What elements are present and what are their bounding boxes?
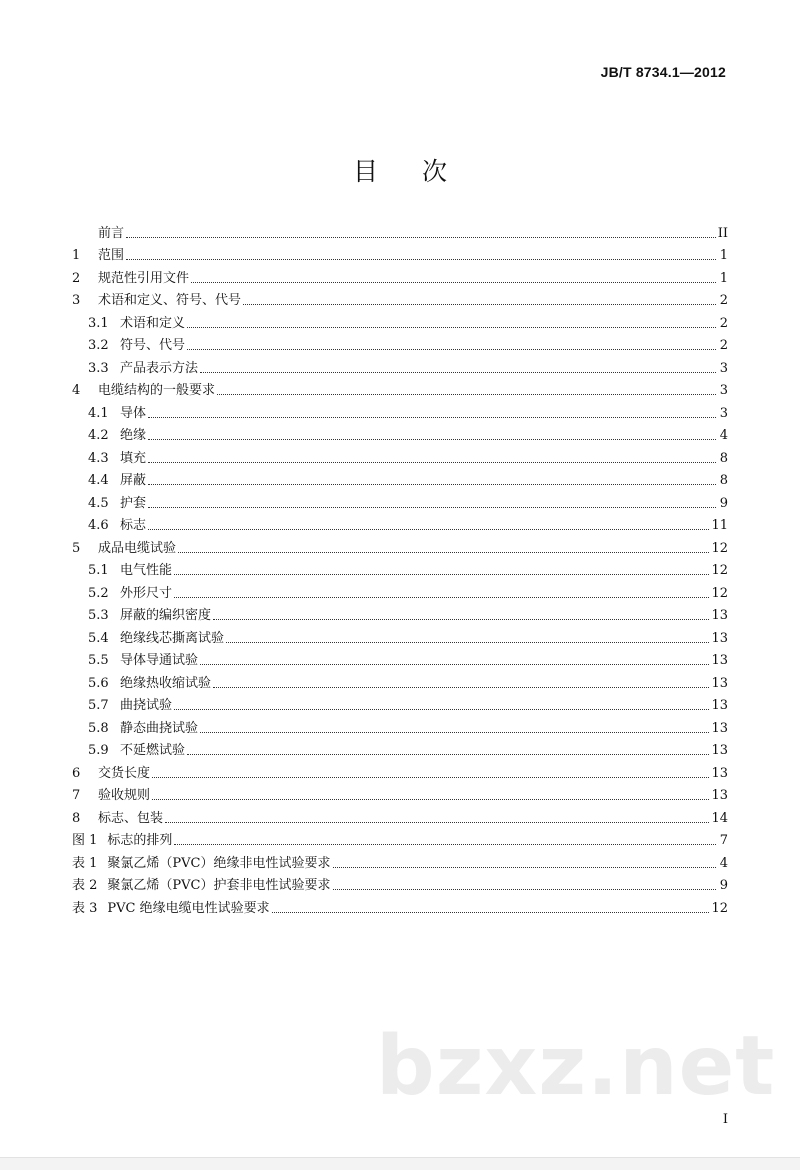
toc-entry-label: 电气性能: [120, 563, 173, 578]
toc-entry-number: 表 3: [72, 900, 98, 916]
toc-entry-number: 4.4: [88, 473, 109, 488]
toc-entry[interactable]: [72, 714, 728, 737]
toc-entry-number: 5.4: [88, 630, 109, 646]
toc-entry[interactable]: [72, 399, 728, 422]
toc-entry[interactable]: [72, 579, 728, 602]
toc-entry[interactable]: [72, 872, 728, 895]
toc-entry-number: 5.9: [88, 743, 109, 758]
toc-entry-page: 13: [711, 743, 728, 758]
toc-entry-label: 静态曲挠试验: [120, 720, 199, 736]
toc-entry-number: 5.7: [88, 698, 109, 713]
toc-entry-page: 9: [719, 878, 728, 893]
toc-entry[interactable]: [72, 534, 728, 557]
toc-entry-label: 聚氯乙烯（PVC）绝缘非电性试验要求: [107, 855, 331, 871]
toc-leader-dots: [187, 753, 709, 755]
toc-entry[interactable]: [72, 354, 728, 377]
toc-entry-number: 5.6: [88, 675, 109, 691]
toc-entry-number: 4: [72, 383, 81, 398]
toc-entry-number: 5.2: [88, 585, 109, 601]
toc-leader-dots: [152, 776, 709, 778]
toc-leader-dots: [200, 663, 709, 665]
toc-entry-label: 外形尺寸: [120, 585, 173, 601]
toc-entry-label: 不延燃试验: [120, 743, 186, 758]
toc-entry-number: 2: [72, 270, 81, 286]
page-title-char-2: 次: [422, 157, 448, 186]
toc-entry[interactable]: [72, 332, 728, 355]
toc-entry-page: 2: [719, 338, 728, 353]
toc-entry[interactable]: [72, 557, 728, 580]
toc-entry-page: 3: [719, 360, 728, 376]
toc-leader-dots: [187, 326, 716, 328]
toc-leader-dots: [174, 708, 709, 710]
toc-entry[interactable]: [72, 309, 728, 332]
toc-entry-page: 13: [711, 653, 728, 668]
toc-entry-number: 4.2: [88, 428, 109, 443]
page-title-char-1: 目: [352, 157, 378, 186]
toc-leader-dots: [217, 393, 716, 395]
toc-leader-dots: [213, 686, 709, 688]
toc-entry-label: 导体导通试验: [120, 653, 199, 668]
toc-leader-dots: [333, 888, 717, 890]
toc-entry-page: 12: [711, 540, 728, 556]
toc-entry-page: II: [717, 225, 728, 241]
page-title: [0, 152, 800, 188]
toc-entry-page: 13: [711, 788, 728, 803]
toc-entry-label: 护套: [120, 495, 147, 511]
toc-entry-label: 填充: [120, 450, 147, 466]
toc-leader-dots: [126, 258, 716, 260]
toc-entry-number: 5.5: [88, 653, 109, 668]
standard-number: JB/T 8734.1—2012: [600, 64, 726, 80]
toc-leader-dots: [200, 371, 716, 373]
toc-entry-number: 1: [72, 248, 81, 263]
toc-leader-dots: [148, 438, 716, 440]
toc-leader-dots: [243, 303, 716, 305]
toc-entry[interactable]: [72, 377, 728, 400]
toc-entry-page: 13: [711, 698, 728, 713]
toc-entry-page: 1: [719, 248, 728, 263]
toc-leader-dots: [191, 281, 716, 283]
toc-entry-label: 术语和定义: [120, 315, 186, 331]
toc-entry[interactable]: [72, 669, 728, 692]
toc-entry-number: 8: [72, 810, 81, 826]
toc-entry[interactable]: [72, 624, 728, 647]
toc-entry-page: 7: [719, 833, 728, 848]
toc-entry-number: 4.6: [88, 518, 109, 533]
toc-entry-label: 绝缘热收缩试验: [120, 675, 212, 691]
toc-leader-dots: [174, 843, 716, 845]
toc-entry-number: 3.1: [88, 315, 109, 331]
table-of-contents: [72, 219, 728, 917]
toc-entry-label: 标志的排列: [107, 833, 173, 848]
page-bottom-edge: [0, 1157, 800, 1170]
toc-entry-number: 5.8: [88, 720, 109, 736]
toc-entry-page: 14: [711, 810, 728, 826]
toc-entry-label: 前言: [98, 225, 125, 241]
toc-entry-number: 3.2: [88, 338, 109, 353]
toc-entry-label: 符号、代号: [120, 338, 186, 353]
toc-entry-label: 绝缘线芯撕离试验: [120, 630, 225, 646]
toc-entry-page: 1: [719, 270, 728, 286]
toc-entry-label: 范围: [98, 248, 125, 263]
toc-entry[interactable]: [72, 512, 728, 535]
toc-leader-dots: [333, 866, 717, 868]
toc-entry-page: 3: [719, 405, 728, 421]
toc-leader-dots: [178, 551, 709, 553]
toc-entry-number: 5: [72, 540, 81, 556]
toc-entry[interactable]: [72, 287, 728, 310]
toc-entry[interactable]: [72, 467, 728, 490]
toc-leader-dots: [148, 483, 716, 485]
toc-entry-page: 12: [711, 585, 728, 601]
toc-entry-label: 屏蔽: [120, 473, 147, 488]
toc-entry-page: 9: [719, 495, 728, 511]
toc-entry-label: 曲挠试验: [120, 698, 173, 713]
toc-entry-page: 13: [711, 675, 728, 691]
toc-leader-dots: [174, 573, 709, 575]
toc-entry-page: 8: [719, 450, 728, 466]
toc-entry[interactable]: [72, 737, 728, 760]
toc-entry-label: 标志: [120, 518, 147, 533]
toc-leader-dots: [226, 641, 709, 643]
toc-leader-dots: [165, 821, 709, 823]
toc-leader-dots: [148, 528, 709, 530]
toc-entry-label: 屏蔽的编织密度: [120, 608, 212, 623]
toc-entry-number: 6: [72, 765, 81, 781]
toc-entry-label: 术语和定义、符号、代号: [98, 293, 242, 308]
toc-entry-page: 13: [711, 630, 728, 646]
toc-entry[interactable]: [72, 219, 728, 242]
toc-entry-number: 4.5: [88, 495, 109, 511]
toc-entry-page: 13: [711, 608, 728, 623]
watermark: bzxz.net: [376, 1019, 776, 1114]
toc-entry-label: 验收规则: [98, 788, 151, 803]
toc-entry-number: 表 1: [72, 855, 98, 871]
toc-entry-label: 规范性引用文件: [98, 270, 190, 286]
toc-entry-page: 2: [719, 315, 728, 331]
toc-entry-number: 4.3: [88, 450, 109, 466]
toc-entry[interactable]: [72, 602, 728, 625]
toc-entry-number: 图 1: [72, 833, 98, 848]
toc-entry-label: 导体: [120, 405, 147, 421]
toc-leader-dots: [126, 236, 716, 238]
toc-entry-page: 13: [711, 765, 728, 781]
toc-entry-label: 产品表示方法: [120, 360, 199, 376]
toc-entry-page: 3: [719, 383, 728, 398]
toc-entry[interactable]: [72, 242, 728, 265]
toc-entry-label: 绝缘: [120, 428, 147, 443]
toc-entry-number: 3: [72, 293, 81, 308]
toc-entry-page: 8: [719, 473, 728, 488]
toc-entry[interactable]: [72, 422, 728, 445]
toc-leader-dots: [148, 416, 716, 418]
toc-leader-dots: [174, 596, 709, 598]
toc-entry-page: 2: [719, 293, 728, 308]
toc-entry-page: 12: [711, 563, 728, 578]
toc-entry[interactable]: [72, 264, 728, 287]
toc-entry-number: 表 2: [72, 878, 98, 893]
toc-entry-label: 成品电缆试验: [98, 540, 177, 556]
toc-entry-number: 3.3: [88, 360, 109, 376]
toc-entry-page: 11: [711, 518, 728, 533]
toc-entry-page: 12: [711, 900, 728, 916]
toc-entry[interactable]: [72, 894, 728, 917]
toc-leader-dots: [148, 461, 716, 463]
toc-entry-page: 13: [711, 720, 728, 736]
toc-leader-dots: [148, 506, 716, 508]
toc-entry-number: 5.3: [88, 608, 109, 623]
toc-entry[interactable]: [72, 849, 728, 872]
toc-entry[interactable]: [72, 759, 728, 782]
toc-entry-page: 4: [719, 855, 728, 871]
toc-entry[interactable]: [72, 782, 728, 805]
toc-entry-number: 4.1: [88, 405, 109, 421]
toc-leader-dots: [272, 911, 710, 913]
toc-entry[interactable]: [72, 827, 728, 850]
toc-entry-label: 标志、包装: [98, 810, 164, 826]
page-number: I: [722, 1112, 728, 1127]
toc-entry-label: 聚氯乙烯（PVC）护套非电性试验要求: [107, 878, 331, 893]
toc-entry[interactable]: [72, 444, 728, 467]
toc-leader-dots: [213, 618, 709, 620]
toc-entry-number: 5.1: [88, 563, 109, 578]
toc-entry[interactable]: [72, 647, 728, 670]
toc-entry[interactable]: [72, 804, 728, 827]
toc-entry[interactable]: [72, 489, 728, 512]
toc-entry-page: 4: [719, 428, 728, 443]
toc-entry-label: 电缆结构的一般要求: [98, 383, 216, 398]
toc-entry[interactable]: [72, 692, 728, 715]
toc-leader-dots: [187, 348, 716, 350]
toc-entry-label: PVC 绝缘电缆电性试验要求: [107, 900, 270, 916]
toc-entry-number: 7: [72, 788, 81, 803]
toc-leader-dots: [200, 731, 709, 733]
toc-leader-dots: [152, 798, 709, 800]
toc-entry-label: 交货长度: [98, 765, 151, 781]
